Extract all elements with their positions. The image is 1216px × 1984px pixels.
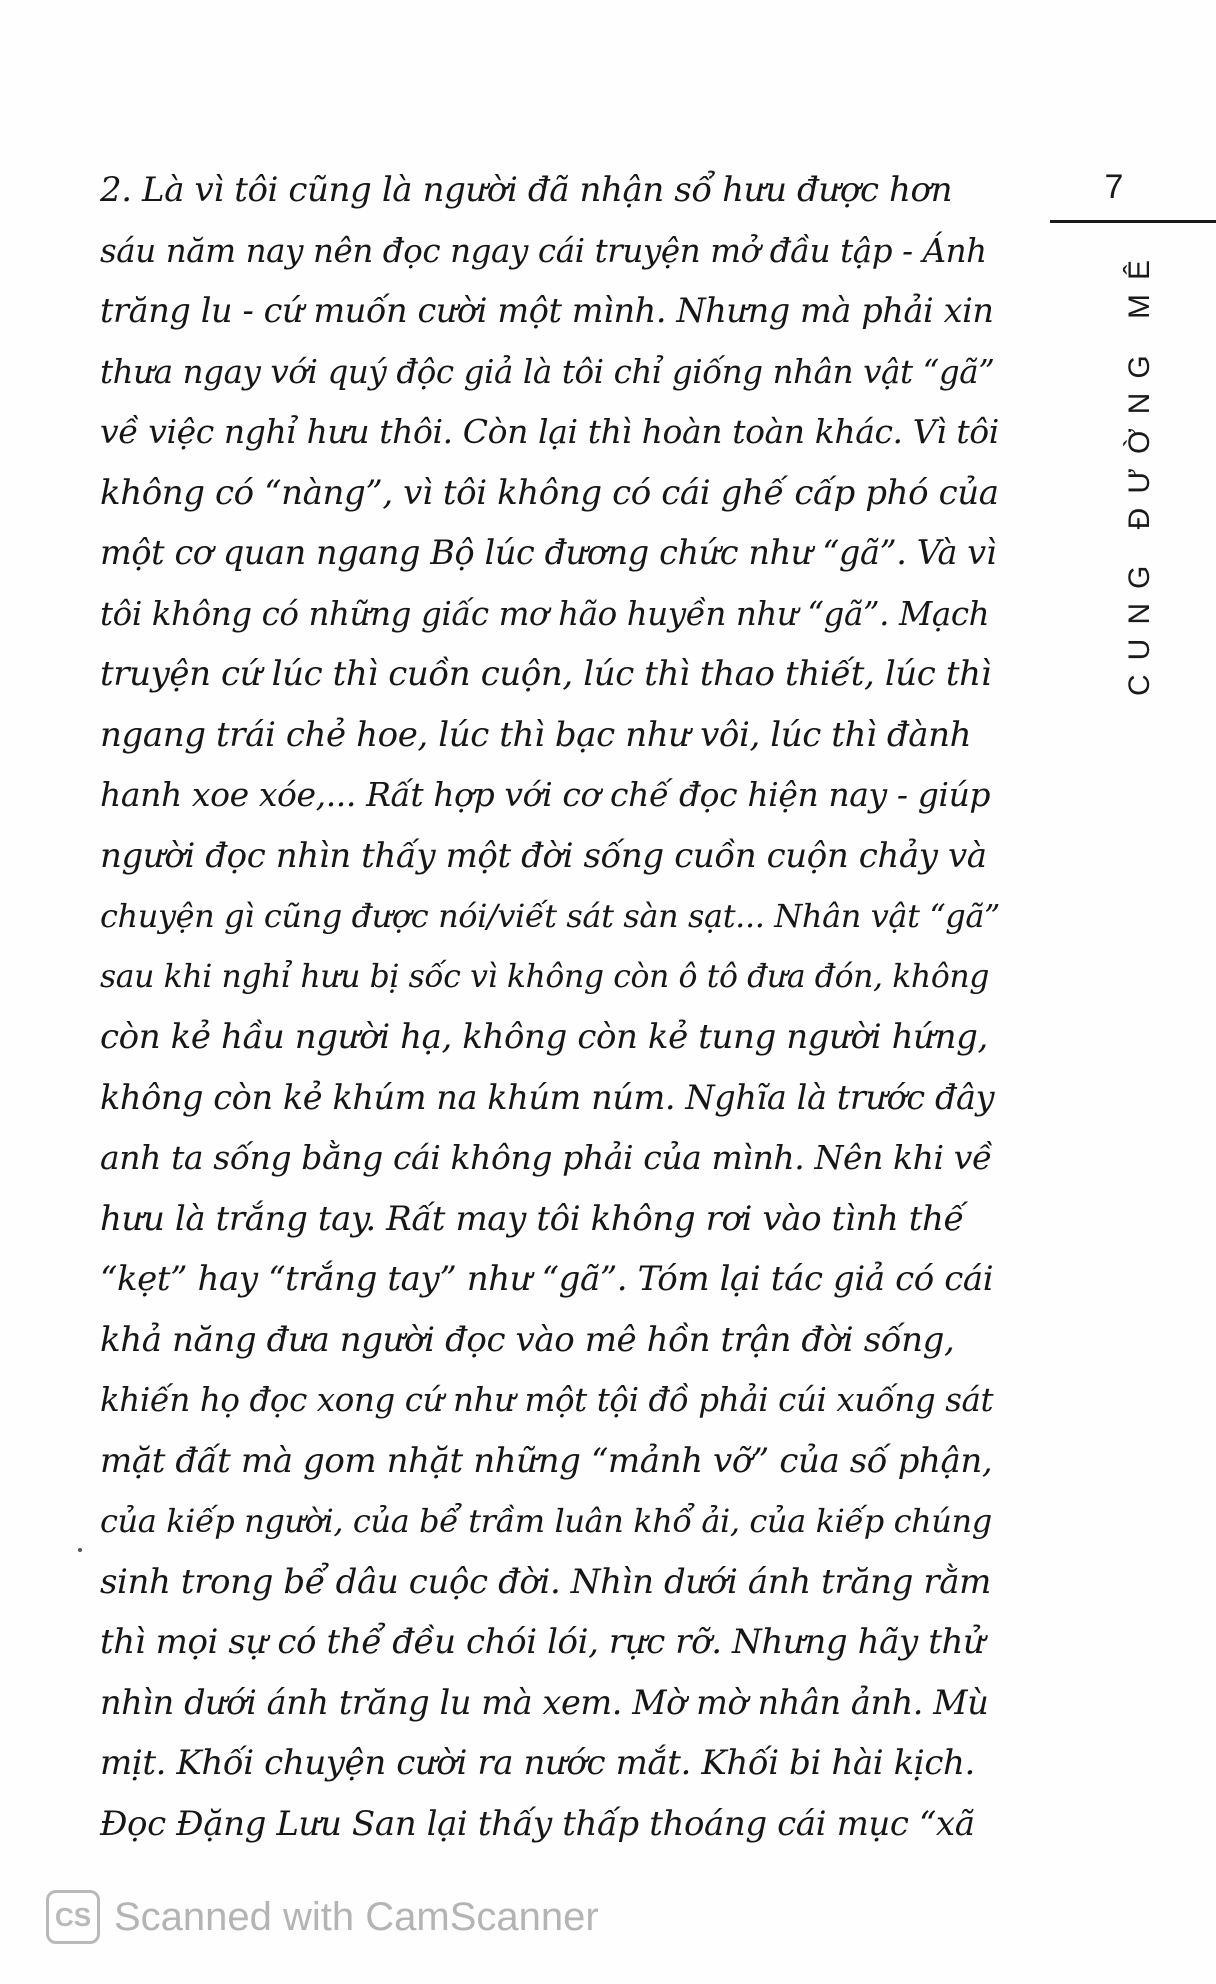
text-line: truyện cứ lúc thì cuồn cuộn, lúc thì thao thiết, lúc thì [100,654,992,694]
text-line: không còn kẻ khúm na khúm núm. Nghĩa là trước đây [100,1077,995,1117]
text-line: người đọc nhìn thấy một đời sống cuồn cuộn chảy và [100,835,987,876]
text-line: thì mọi sự có thể đều chói lói, rực rỡ. Nhưng hãy thử [100,1622,985,1662]
scan-speck [78,1548,82,1552]
text-line: khiến họ đọc xong cứ như một tội đồ phải cúi xuống sát [100,1381,994,1419]
text-line: của kiếp người, của bể trầm luân khổ ải, của kiếp chúng [100,1502,992,1540]
body-text [100,160,1000,1854]
text-line: anh ta sống bằng cái không phải của mình. Nên khi về [100,1138,992,1177]
text-line: thưa ngay với quý độc giả là tôi chỉ giống nhân vật “gã” [100,352,995,391]
text-line: sinh trong bể dâu cuộc đời. Nhìn dưới ánh trăng rằm [100,1561,991,1602]
text-line: sau khi nghỉ hưu bị sốc vì không còn ô tô đưa đón, không [100,958,990,995]
text-line: ngang trái chẻ hoe, lúc thì bạc như vôi, lúc thì đành [100,714,972,755]
running-title-text: CUNG ĐƯỜNG MÊ [1123,245,1156,697]
text-line: không có “nàng”, vì tôi không có cái ghế cấp phó của [100,472,999,513]
text-line: khả năng đưa người đọc vào mê hồn trận đời sống, [100,1319,955,1360]
text-line: chuyện gì cũng được nói/viết sát sàn sạt... Nhân vật “gã” [100,897,1000,935]
watermark-text: Scanned with CamScanner [114,1894,599,1939]
text-line: một cơ quan ngang Bộ lúc đương chức như “gã”. Và vì [100,533,997,572]
page-number: 7 [1104,168,1124,206]
text-line: nhìn dưới ánh trăng lu mà xem. Mờ mờ nhân ảnh. Mù [100,1682,989,1722]
text-line: tôi không có những giấc mơ hão huyền như “gã”. Mạch [100,594,990,633]
text-line: trăng lu - cứ muốn cười một mình. Nhưng mà phải xin [100,291,994,330]
text-line: còn kẻ hầu người hạ, không còn kẻ tung người hứng, [100,1017,988,1057]
text-line: hanh xoe xóe,... Rất hợp với cơ chế đọc hiện nay - giúp [100,775,991,814]
text-line: hưu là trắng tay. Rất may tôi không rơi vào tình thế [100,1198,965,1239]
running-title [1120,246,1160,696]
camscanner-watermark [46,1888,599,1946]
camscanner-logo-icon [46,1890,100,1944]
text-line: 2. Là vì tôi cũng là người đã nhận sổ hưu được hơn [100,170,953,210]
text-line: mịt. Khối chuyện cười ra nước mắt. Khối bi hài kịch. [100,1743,975,1783]
camscanner-logo-text: CS [54,1901,92,1932]
text-line: về việc nghỉ hưu thôi. Còn lại thì hoàn toàn khác. Vì tôi [100,412,999,451]
text-line: “kẹt” hay “trắng tay” như “gã”. Tóm lại tác giả có cái [100,1259,994,1299]
header-rule [1050,220,1216,223]
text-line: sáu năm nay nên đọc ngay cái truyện mở đầu tập - Ánh [100,231,987,270]
text-line: mặt đất mà gom nhặt những “mảnh vỡ” của số phận, [100,1440,993,1481]
text-line: Đọc Đặng Lưu San lại thấy thấp thoáng cái mục “xã [100,1803,975,1844]
